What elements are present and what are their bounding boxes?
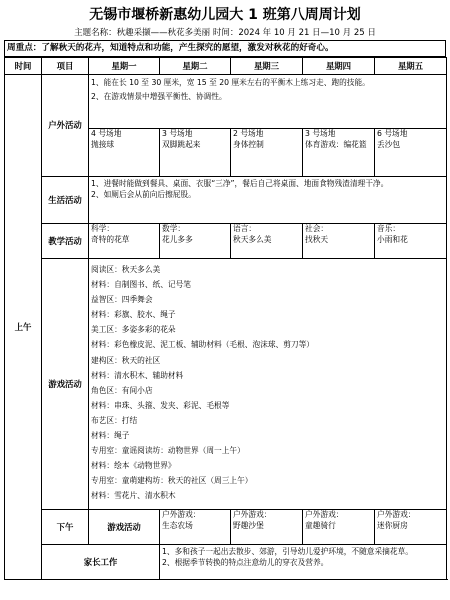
header-time: 时间 <box>5 58 42 75</box>
teaching-tuesday <box>160 224 231 259</box>
teaching-monday-topic: 奇特的花草 <box>91 234 130 244</box>
parents-items <box>160 545 447 580</box>
header-monday: 星期一 <box>89 58 160 75</box>
game-line: 材料：彩色橡皮泥、泥工板、辅助材料（毛根、泡沫球、剪刀等） <box>91 340 314 350</box>
outdoor-friday-venue: 6 号场地 <box>377 129 408 138</box>
games-label: 游戏活动 <box>42 259 89 510</box>
header-thursday: 星期四 <box>303 58 375 75</box>
teaching-monday <box>89 224 160 259</box>
afternoon-monday <box>160 510 231 545</box>
game-line: 材料：清水积木、辅助材料 <box>91 370 184 380</box>
outdoor-thursday-venue: 3 号场地 <box>305 129 336 138</box>
afternoon-thursday-type: 户外游戏： <box>377 510 416 519</box>
afternoon-thursday <box>375 510 447 545</box>
teaching-friday-topic: 小雨和花 <box>377 234 408 244</box>
outdoor-tuesday-venue: 3 号场地 <box>162 129 193 138</box>
game-line: 美工区：多姿多彩的花朵 <box>91 325 176 335</box>
life-label: 生活活动 <box>42 177 89 224</box>
teaching-tuesday-subject: 数学： <box>162 224 186 233</box>
game-line: 益智区：四季舞会 <box>91 295 153 305</box>
header-tuesday: 星期二 <box>160 58 231 75</box>
life-item-2: 2、如厕后会从前向后擦屁股。 <box>91 189 196 199</box>
document-title: 无锡市堰桥新惠幼儿园大 1 班第八周周计划 <box>89 7 361 23</box>
header-friday: 星期五 <box>375 58 447 75</box>
weekly-focus: 周重点：了解秋天的花卉，知道特点和功能，产生探究的愿望，激发对秋花的好奇心。 <box>4 40 446 57</box>
outdoor-monday-game: 抛接球 <box>91 139 115 149</box>
teaching-tuesday-topic: 花儿多多 <box>162 234 193 244</box>
header-wednesday: 星期三 <box>231 58 303 75</box>
outdoor-monday <box>89 129 160 177</box>
outdoor-thursday-game: 体育游戏：编花篮 <box>305 139 367 149</box>
game-line: 材料：自制图书、纸、记号笔 <box>91 280 191 290</box>
game-line: 材料：串珠、头箍、发夹、彩泥、毛根等 <box>91 400 230 410</box>
games-row <box>5 259 447 510</box>
outdoor-goals <box>89 75 447 129</box>
afternoon-tuesday-type: 户外游戏： <box>233 510 272 519</box>
teaching-wednesday-subject: 语言： <box>233 224 257 233</box>
game-line: 角色区：有间小店 <box>91 385 153 395</box>
game-line: 材料：绳子 <box>91 431 130 441</box>
outdoor-monday-venue: 4 号场地 <box>91 129 122 138</box>
afternoon-thursday-game: 迷你厨房 <box>377 520 408 530</box>
outdoor-wednesday <box>231 129 303 177</box>
teaching-thursday-subject: 社会： <box>305 224 329 233</box>
parents-item-2: 2、根据季节转换的特点注意幼儿的穿衣及营养。 <box>162 557 329 567</box>
game-line: 专用室：童谣阅读坊：动物世界（周一上午） <box>91 446 245 456</box>
afternoon-wednesday <box>303 510 375 545</box>
game-line: 建构区：秋天的社区 <box>91 355 161 365</box>
afternoon-games-label: 游戏活动 <box>89 510 160 545</box>
game-line: 布艺区：打结 <box>91 415 138 425</box>
afternoon-row <box>5 510 447 545</box>
game-line: 材料：绘本《动物世界》 <box>91 461 176 471</box>
game-line: 材料：雪花片、清水积木 <box>91 491 176 501</box>
life-item-1: 1、进餐时能做到餐具、桌面、衣服“三净”，餐后自己将桌面、地面食物残渣清理干净。 <box>91 179 389 188</box>
outdoor-goals-row <box>5 75 447 129</box>
outdoor-friday <box>375 129 447 177</box>
parents-row <box>5 545 447 580</box>
outdoor-tuesday <box>160 129 231 177</box>
teaching-thursday <box>303 224 375 259</box>
outdoor-goal-1: 1、能在长 10 至 30 厘米，宽 15 至 20 厘米左右的平衡木上练习走、跑的技能。 <box>91 78 370 87</box>
game-line: 材料：彩旗、胶水、绳子 <box>91 310 176 320</box>
afternoon-tuesday-game: 野趣沙堡 <box>233 520 264 530</box>
afternoon-wednesday-type: 户外游戏： <box>305 510 344 519</box>
teaching-row <box>5 224 447 259</box>
games-content <box>89 259 447 510</box>
game-line: 阅读区：秋天多么美 <box>91 265 161 274</box>
life-row <box>5 177 447 224</box>
teaching-wednesday <box>231 224 303 259</box>
teaching-monday-subject: 科学： <box>91 224 115 233</box>
outdoor-wednesday-venue: 2 号场地 <box>233 129 264 138</box>
outdoor-goal-2: 2、在游戏情景中增强平衡性、协调性。 <box>91 91 227 101</box>
theme-and-date: 主题名称：秋趣采撷——秋花多美丽 时间：2024 年 10 月 21 日—10 月 25 日 <box>74 28 376 38</box>
period-afternoon: 下午 <box>42 510 89 545</box>
outdoor-thursday <box>303 129 375 177</box>
teaching-friday <box>375 224 447 259</box>
afternoon-wednesday-game: 童趣骑行 <box>305 520 336 530</box>
weekly-plan-table <box>4 57 447 580</box>
header-row <box>5 58 447 75</box>
afternoon-monday-type: 户外游戏： <box>162 510 201 519</box>
outdoor-friday-game: 丢沙包 <box>377 139 401 149</box>
afternoon-tuesday <box>231 510 303 545</box>
parents-item-1: 1、多和孩子一起出去散步、郊游，引导幼儿爱护环境，不随意采摘花草。 <box>162 547 413 556</box>
outdoor-wednesday-game: 身体控制 <box>233 139 264 149</box>
parents-label: 家长工作 <box>42 545 160 580</box>
afternoon-monday-game: 生态农场 <box>162 520 193 530</box>
outdoor-label: 户外活动 <box>42 75 89 177</box>
teaching-friday-subject: 音乐： <box>377 224 401 233</box>
life-items <box>89 177 447 224</box>
teaching-label: 教学活动 <box>42 224 89 259</box>
period-morning: 上午 <box>5 75 42 580</box>
game-line: 专用室：童萌建构坊：秋天的社区（周三上午） <box>91 476 253 486</box>
header-item: 项目 <box>42 58 89 75</box>
teaching-wednesday-topic: 秋天多么美 <box>233 234 272 244</box>
teaching-thursday-topic: 找秋天 <box>305 234 329 244</box>
outdoor-tuesday-game: 双脚跳起来 <box>162 139 201 149</box>
